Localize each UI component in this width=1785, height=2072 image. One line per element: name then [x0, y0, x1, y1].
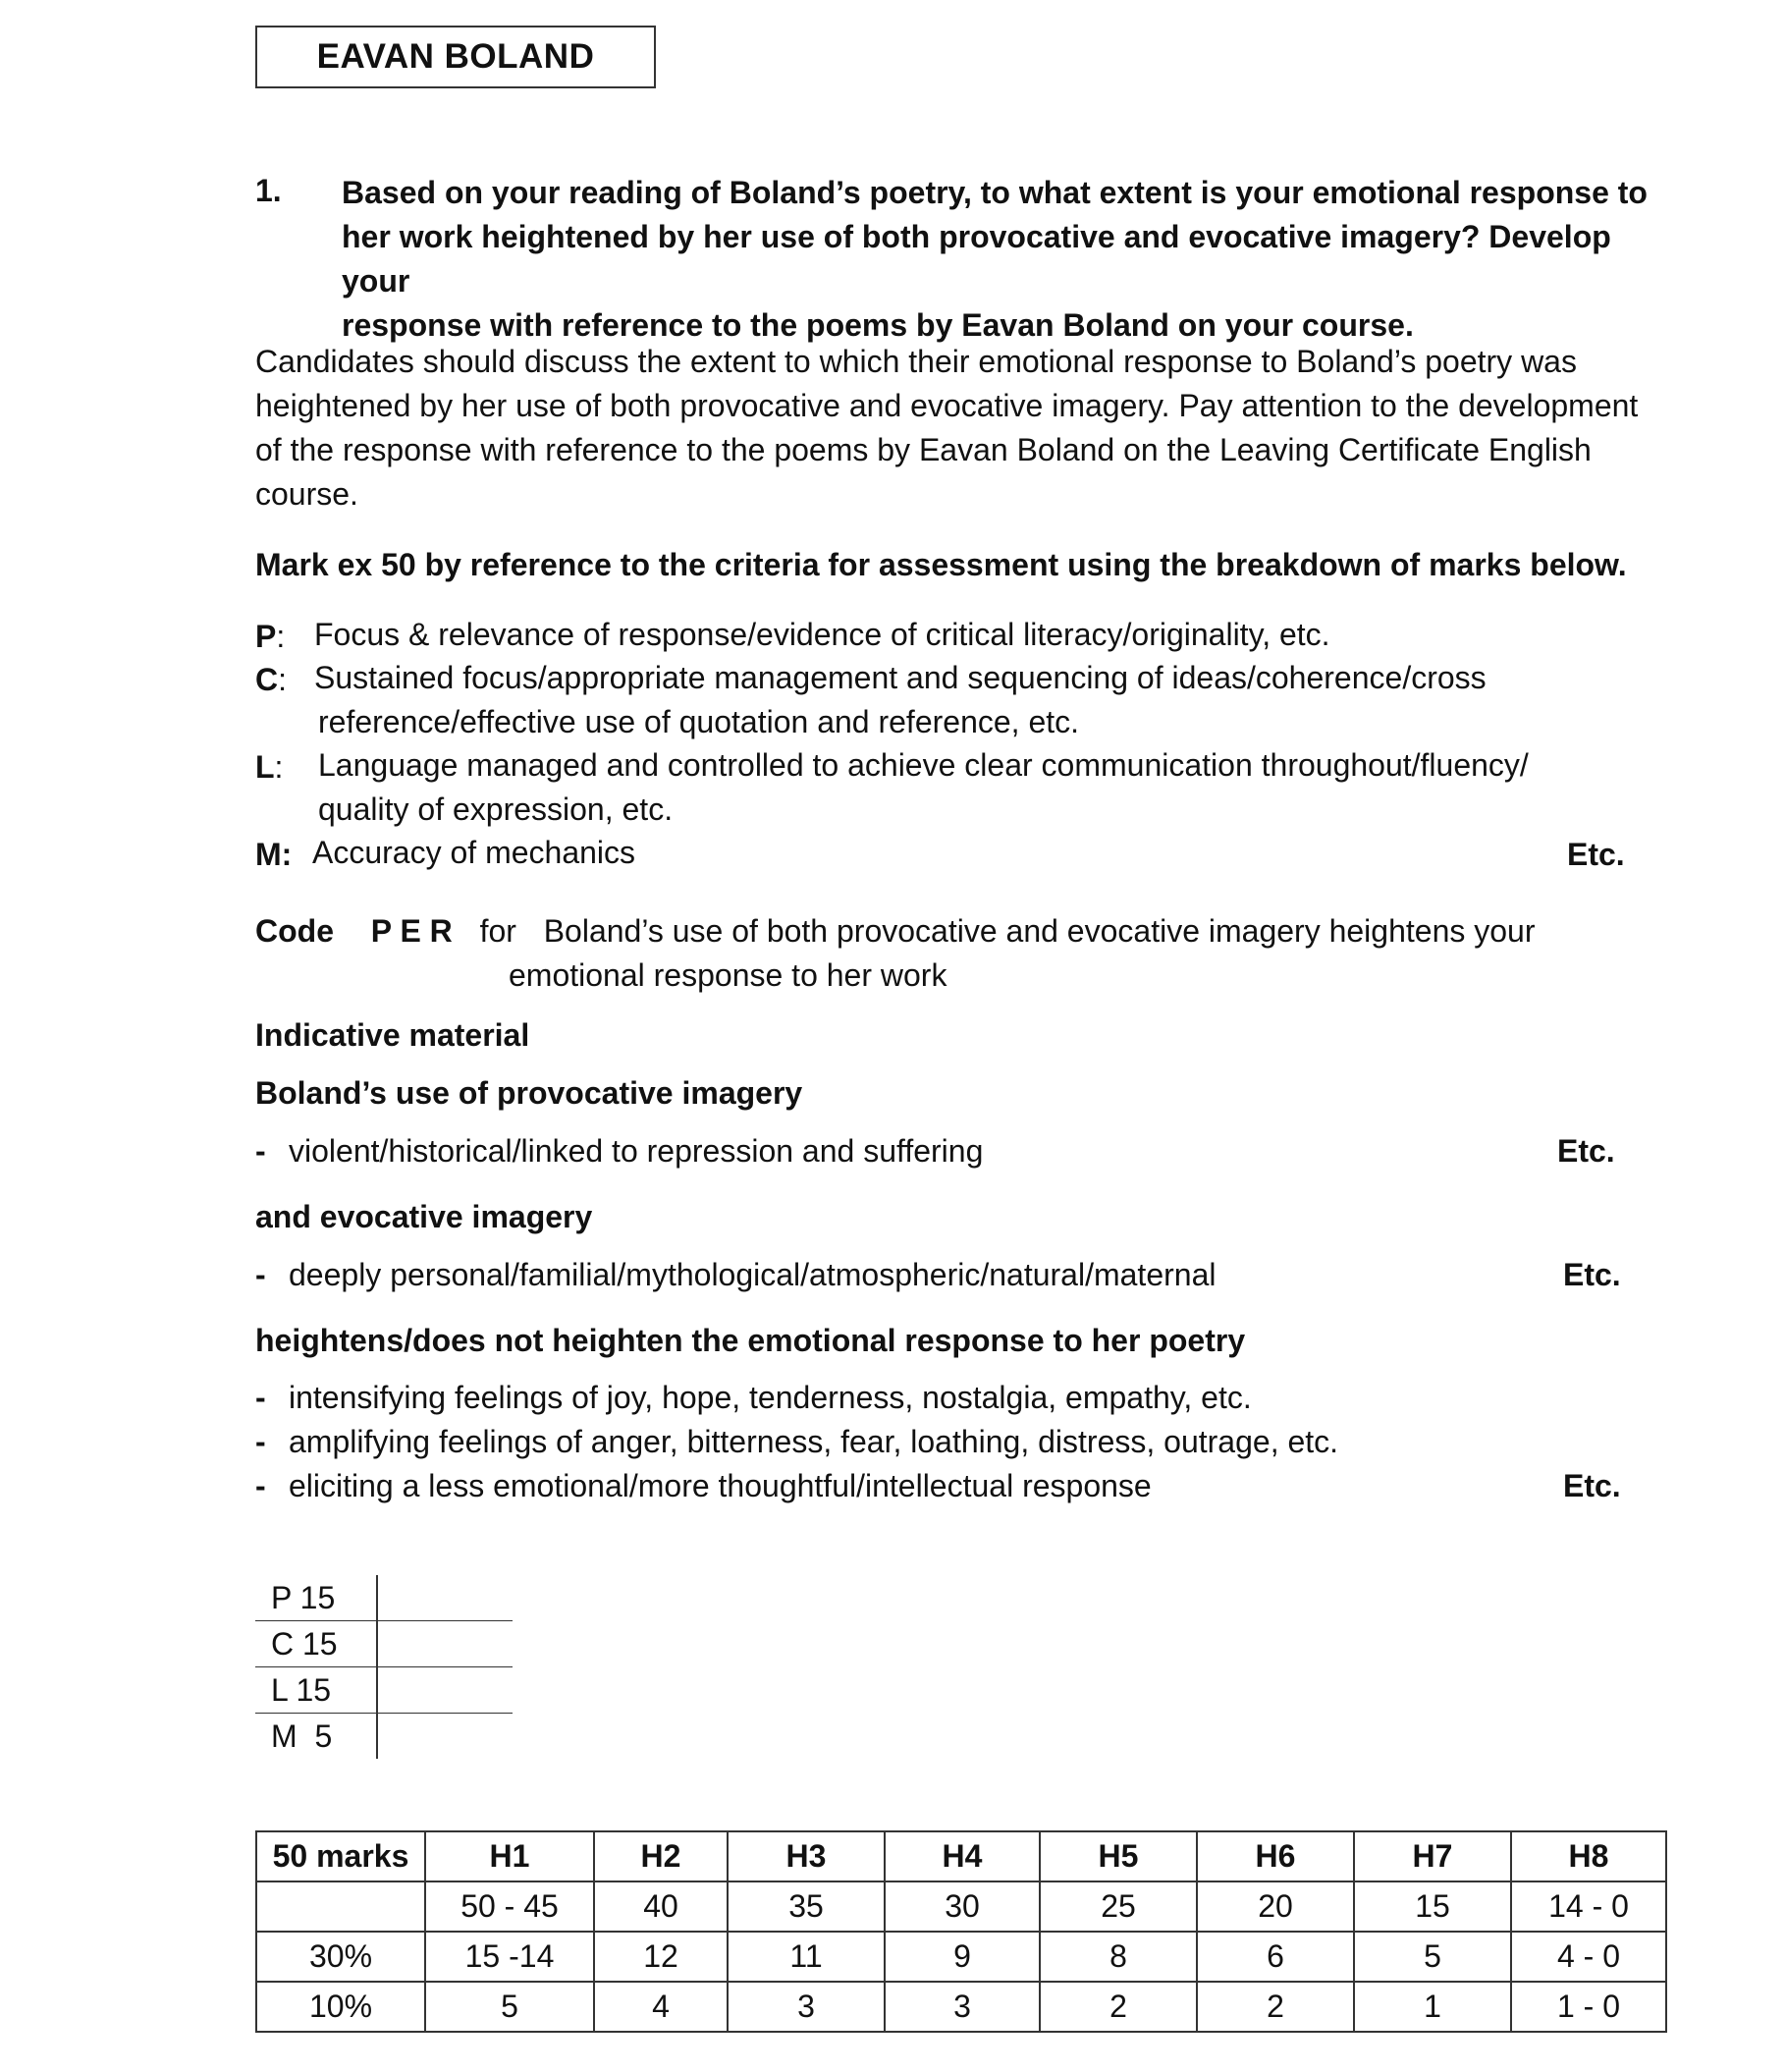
mark-entry-cell[interactable]: [377, 1575, 513, 1621]
table-cell: 30%: [256, 1932, 425, 1982]
table-row: [256, 1881, 1666, 1932]
table-cell: 14 - 0: [1511, 1881, 1666, 1932]
intro-line: heightened by her use of both provocative and evocative imagery. Pay attention to the development: [255, 388, 1639, 423]
table-cell: P 15: [255, 1575, 377, 1621]
criterion-m-text: Accuracy of mechanics: [312, 835, 636, 870]
question-line: her work heightened by her use of both provocative and evocative imagery? Develop your: [342, 219, 1611, 299]
criteria-etc: Etc.: [1567, 837, 1625, 872]
table-cell: 12: [594, 1932, 728, 1982]
criterion-key-c: C:: [255, 662, 287, 697]
page-title-text: EAVAN BOLAND: [316, 37, 595, 76]
table-cell: 11: [728, 1932, 885, 1982]
table-header-cell: 50 marks: [256, 1831, 425, 1881]
evocative-heading: and evocative imagery: [255, 1199, 593, 1234]
table-cell: 15 -14: [425, 1932, 594, 1982]
table-row: [255, 1714, 513, 1760]
provocative-etc: Etc.: [1557, 1133, 1615, 1169]
table-cell: 4 - 0: [1511, 1932, 1666, 1982]
question-line: Based on your reading of Boland’s poetry, to what extent is your emotional response to: [342, 175, 1648, 210]
code-description: Boland’s use of both provocative and evocative imagery heightens your: [543, 913, 1536, 949]
intro-line: course.: [255, 476, 358, 512]
table-cell: 8: [1040, 1932, 1197, 1982]
table-cell: M 5: [271, 1718, 333, 1754]
code-label: Code: [255, 913, 334, 949]
table-cell: 35: [728, 1881, 885, 1932]
table-cell: 9: [885, 1932, 1040, 1982]
table-cell: 40: [594, 1881, 728, 1932]
table-cell: 2: [1197, 1982, 1354, 2032]
code-line: [255, 913, 1536, 950]
criterion-p-text: Focus & relevance of response/evidence of critical literacy/originality, etc.: [314, 617, 1330, 652]
table-cell: 50 - 45: [425, 1881, 594, 1932]
list-item: - deeply personal/familial/mythological/atmospheric/natural/maternal: [255, 1257, 1217, 1292]
heightens-heading: heightens/does not heighten the emotional response to her poetry: [255, 1323, 1246, 1358]
table-header-cell: H8: [1511, 1831, 1666, 1881]
code-for: for: [479, 913, 516, 949]
table-header-cell: H7: [1354, 1831, 1511, 1881]
list-item: - eliciting a less emotional/more thoughtful/intellectual response: [255, 1468, 1152, 1503]
table-cell: 25: [1040, 1881, 1197, 1932]
table-row: [256, 1982, 1666, 2032]
table-cell: 5: [1354, 1932, 1511, 1982]
table-header-cell: H1: [425, 1831, 594, 1881]
mark-entry-cell[interactable]: [377, 1714, 513, 1760]
table-cell: 6: [1197, 1932, 1354, 1982]
table-header-cell: H6: [1197, 1831, 1354, 1881]
table-cell: C 15: [255, 1621, 377, 1667]
provocative-heading: Boland’s use of provocative imagery: [255, 1075, 803, 1111]
list-item: - intensifying feelings of joy, hope, tenderness, nostalgia, empathy, etc.: [255, 1380, 1252, 1415]
table-cell: 30: [885, 1881, 1040, 1932]
criterion-c-text: Sustained focus/appropriate management and sequencing of ideas/coherence/cross: [314, 660, 1487, 695]
page-title: [255, 26, 656, 88]
criterion-key-l: L:: [255, 749, 284, 785]
table-row: [255, 1621, 513, 1667]
table-cell: 1: [1354, 1982, 1511, 2032]
criterion-key-p: P:: [255, 619, 286, 654]
mark-instruction: Mark ex 50 by reference to the criteria for assessment using the breakdown of marks below.: [255, 547, 1627, 582]
indicative-heading: Indicative material: [255, 1017, 530, 1053]
table-cell: 20: [1197, 1881, 1354, 1932]
intro-line: Candidates should discuss the extent to which their emotional response to Boland’s poetry was: [255, 344, 1577, 379]
list-item: - amplifying feelings of anger, bitterness, fear, loathing, distress, outrage, etc.: [255, 1424, 1339, 1459]
code-description-cont: emotional response to her work: [509, 957, 947, 993]
table-cell: 15: [1354, 1881, 1511, 1932]
grade-table: [255, 1830, 1667, 2033]
table-header-row: [256, 1831, 1666, 1881]
table-cell: L 15: [255, 1667, 377, 1714]
mark-entry-cell[interactable]: [377, 1667, 513, 1714]
table-cell: 10%: [256, 1982, 425, 2032]
table-cell: 4: [594, 1982, 728, 2032]
table-cell: 2: [1040, 1982, 1197, 2032]
criterion-l-text-cont: quality of expression, etc.: [318, 791, 674, 827]
table-header-cell: H4: [885, 1831, 1040, 1881]
intro-paragraph: [255, 340, 1718, 517]
intro-line: of the response with reference to the poems by Eavan Boland on the Leaving Certificate English: [255, 432, 1592, 467]
table-cell: [256, 1881, 425, 1932]
criterion-c-text-cont: reference/effective use of quotation and reference, etc.: [318, 704, 1080, 739]
list-item: - violent/historical/linked to repression and suffering: [255, 1133, 984, 1169]
question-number: 1.: [255, 173, 282, 208]
table-cell: 5: [425, 1982, 594, 2032]
table-header-cell: H2: [594, 1831, 728, 1881]
question-line: response with reference to the poems by Eavan Boland on your course.: [342, 307, 1414, 343]
table-row: [256, 1932, 1666, 1982]
table-row: [255, 1575, 513, 1621]
table-cell: 1 - 0: [1511, 1982, 1666, 2032]
mark-entry-cell[interactable]: [377, 1621, 513, 1667]
question-text: [342, 171, 1677, 348]
criterion-l-text: Language managed and controlled to achieve clear communication throughout/fluency/: [318, 747, 1529, 783]
table-cell: 3: [728, 1982, 885, 2032]
pclm-marks-table: [255, 1575, 513, 1759]
heightens-etc: Etc.: [1563, 1468, 1621, 1503]
criterion-key-m: M:: [255, 837, 293, 872]
evocative-etc: Etc.: [1563, 1257, 1621, 1292]
table-cell: 3: [885, 1982, 1040, 2032]
code-letters: P E R: [370, 913, 453, 949]
table-header-cell: H3: [728, 1831, 885, 1881]
table-row: [255, 1667, 513, 1714]
table-header-cell: H5: [1040, 1831, 1197, 1881]
